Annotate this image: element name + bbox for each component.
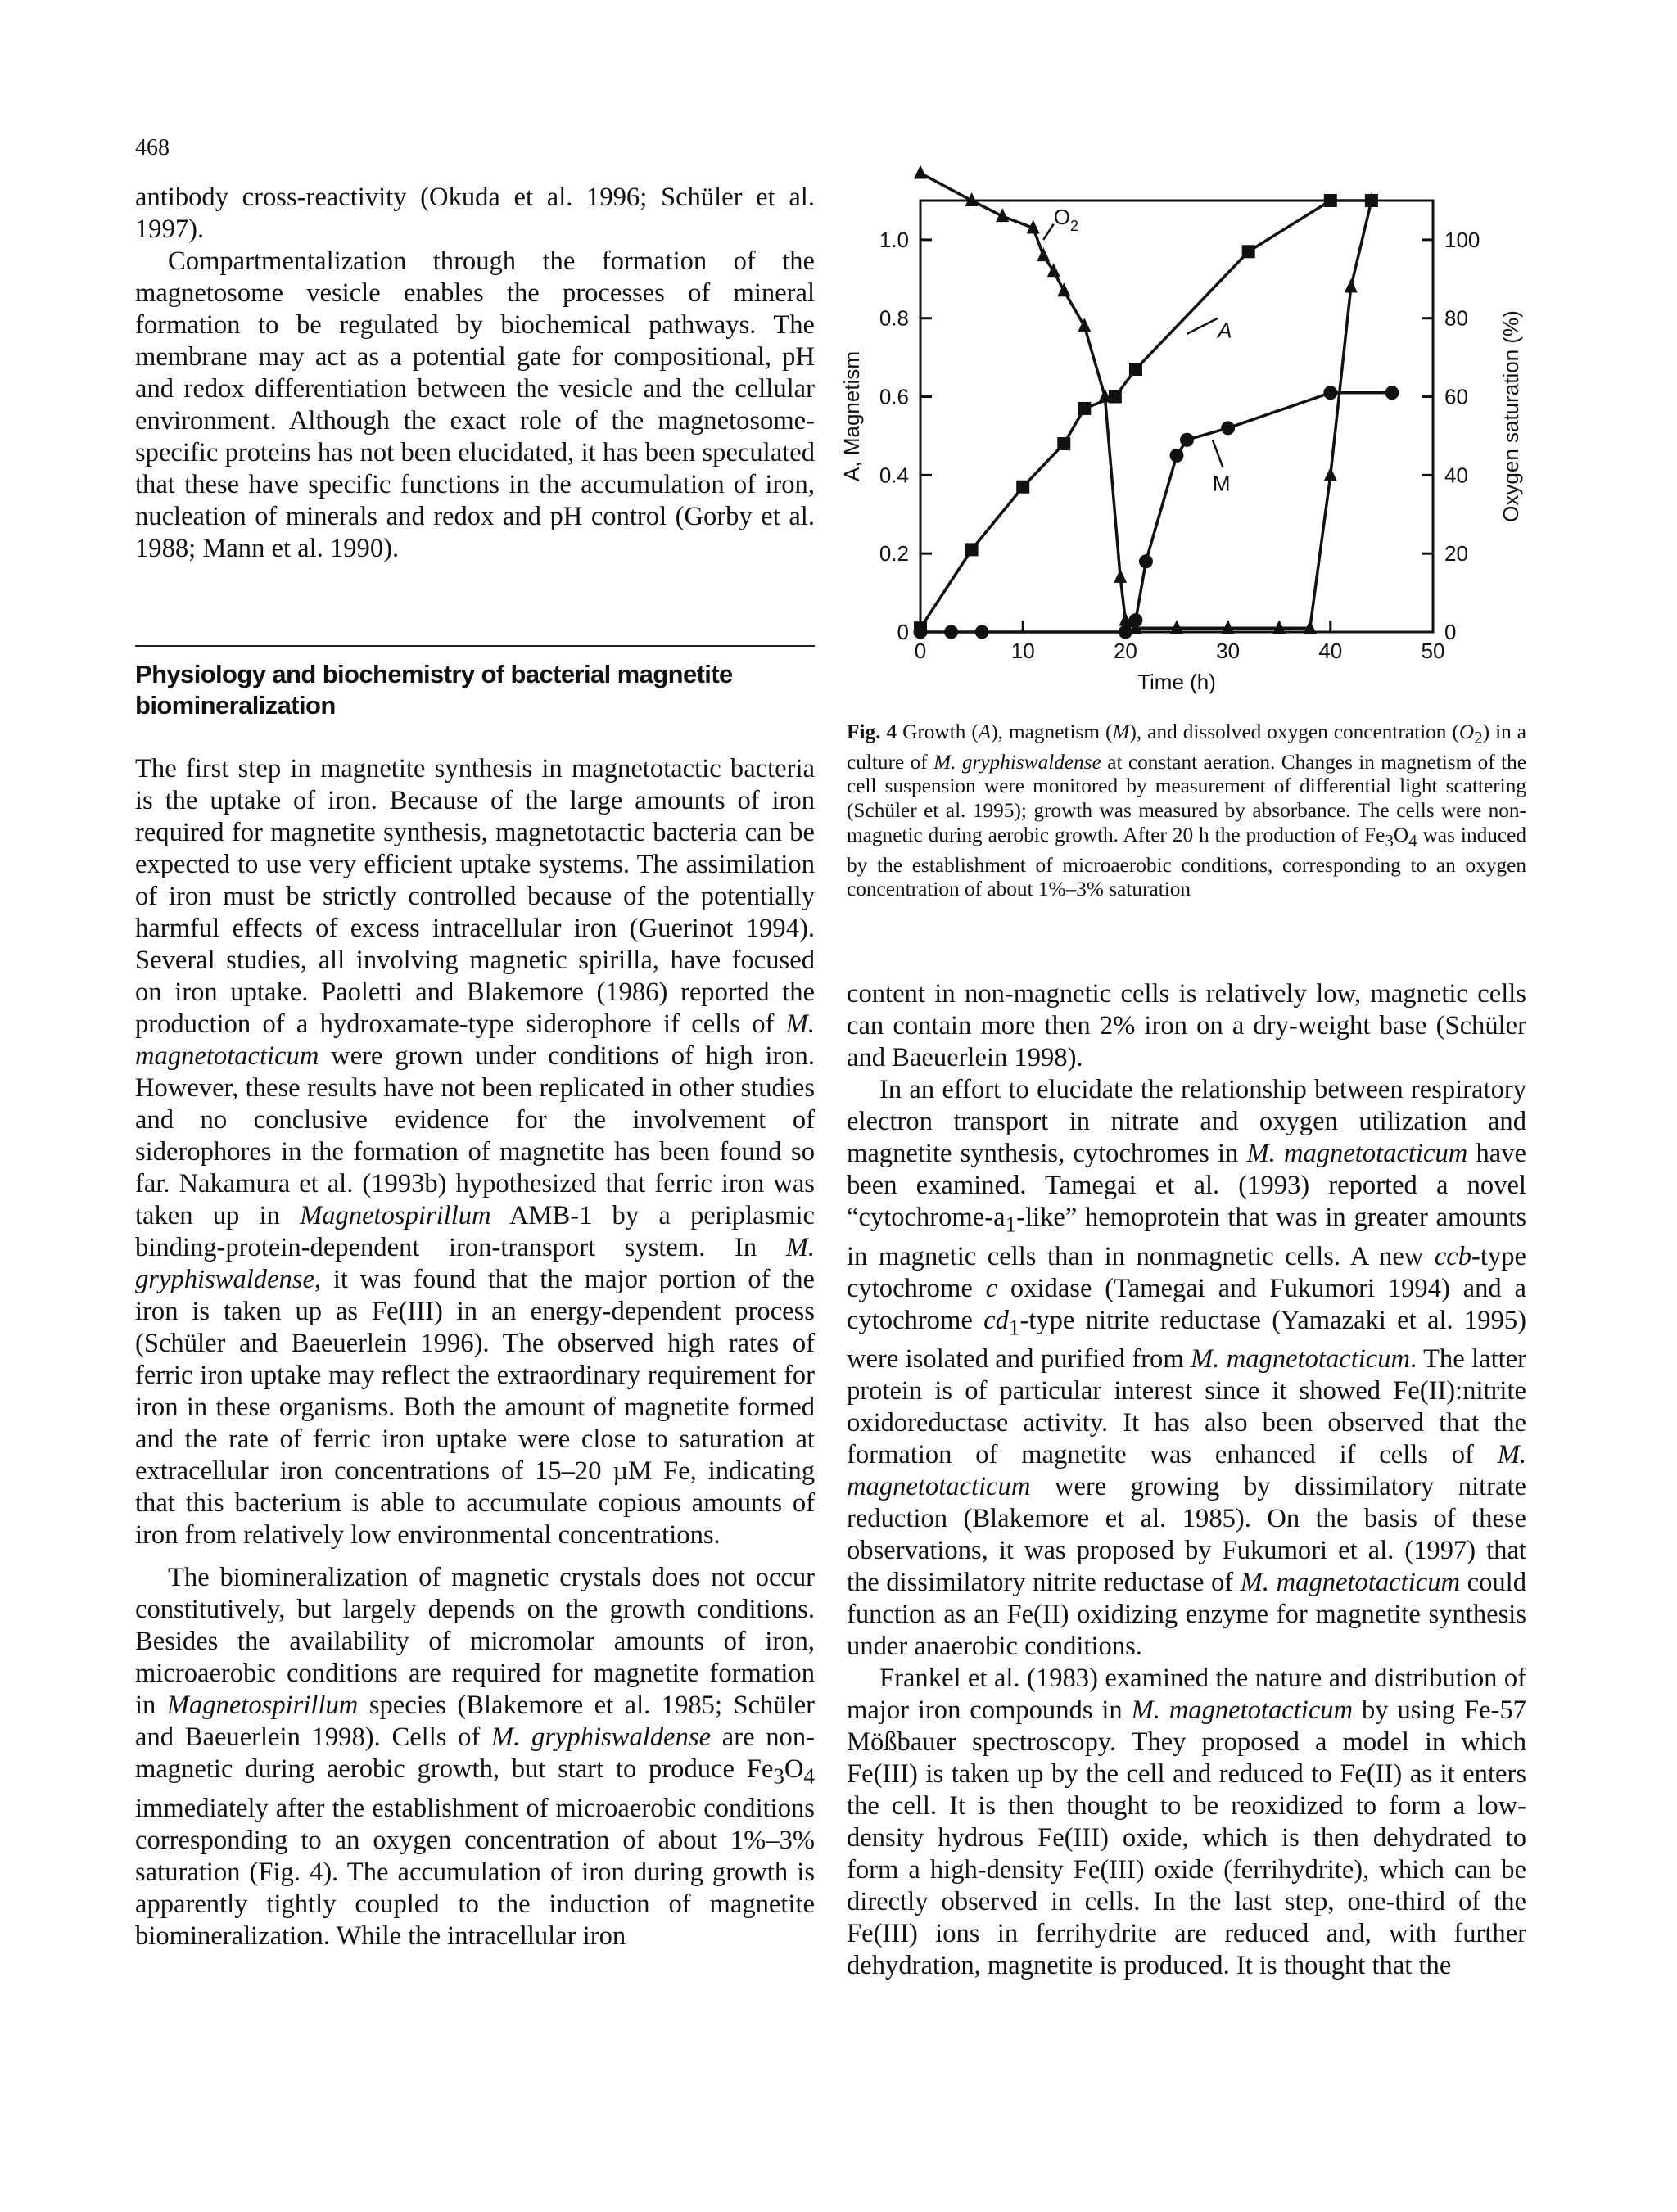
data-point-circle (1323, 386, 1337, 400)
annotation-a: A (1218, 318, 1232, 343)
y-tick-label: 0.2 (879, 541, 909, 567)
y-tick-label: 0 (897, 620, 909, 644)
data-point-triangle (1345, 278, 1358, 292)
paragraph: In an effort to elucidate the relationship between respiratory electron transport in nitrate and oxygen utilization and magnetite synthesis, cytochromes in M. magnetotacticum have been examined. Tamegai et al. (1993) reported a novel “$cytochrome-a_1$-like” hemoprotein that was in greater amounts in magnetic cells than in nonmagnetic cells. A new ccb-type cytochrome c oxidase (Tamegai and Fukumori 1994) and a cytochrome $cd_1$-type nitrite reductase (Yamazaki et al. 1995) were isolated and purified from M. magnetotacticum. The latter protein is of particular interest since it showed Fe(II):nitrite oxidoreductase activity. It has also been observed that the formation of magnetite was enhanced if cells of M. magnetotacticum were growing by dissimilatory nitrate reduction (Blakemore et al. 1985). On the basis of these observations, it was proposed by Fukumori et al. (1997) that the dissimilatory nitrite reductase of M. magnetotacticum could function as an Fe(II) oxidizing enzyme for magnetite synthesis under anaerobic conditions. (847, 1075, 1526, 1662)
annotation-m: M (1212, 471, 1231, 496)
data-point-square (1242, 245, 1255, 258)
y2-tick-label: 100 (1444, 227, 1480, 252)
data-point-circle (944, 625, 958, 639)
y-tick-label: 0.4 (879, 463, 909, 488)
x-tick-label: 10 (1010, 639, 1035, 663)
data-point-triangle (1324, 467, 1337, 481)
paragraph: The biomineralization of magnetic crystals does not occur constitutively, but largely depends on the growth conditions. Besides the availability of micromolar amounts of iron, microaerobic conditions are required for magnetite formation in Magnetospirillum species (Blakemore et al. 1985; Schüler and Baeuerlein 1998). Cells of M. gryphiswaldense are non-magnetic during aerobic growth, but start to produce $Fe_3O_4$ immediately after the establishment of microaerobic conditions corresponding to an oxygen concentration of about 1%–3% saturation (Fig. 4). The accumulation of iron during growth is apparently tightly coupled to the induction of magnetite biomineralization. While the intracellular iron (135, 1563, 815, 1951)
x-tick-label: 50 (1421, 639, 1445, 663)
right-text-column (847, 978, 1526, 1982)
data-point-square (1057, 437, 1070, 450)
y2-tick-label: 40 (1444, 463, 1468, 488)
x-tick-label: 20 (1113, 639, 1137, 663)
data-point-triangle (914, 165, 927, 178)
left-text-column (135, 182, 815, 565)
y2-tick-label: 80 (1444, 305, 1468, 331)
annotation-o2: $O_2$ (1053, 205, 1079, 235)
y-tick-label: 0.8 (879, 305, 909, 331)
figure-caption: Fig. 4 Growth (A), magnetism (M), and dissolved oxygen concentration $(O_2)$ in a culture of M. gryphiswaldense at constant aeration. Changes in magnetism of the cell suspension were monitored by measurement of differential light scattering (Schüler et al. 1995); growth was measured by absorbance. The cells were non-magnetic during aerobic growth. After 20 h the production of $Fe_3O_4$ was induced by the establishment of microaerobic conditions, corresponding to an oxygen concentration of about 1%–3% saturation (847, 720, 1526, 901)
figure-label: Fig. 4 (847, 720, 897, 743)
x-tick-label: 30 (1216, 639, 1241, 663)
paragraph: Compartmentalization through the formation of the magnetosome vesicle enables the processes of mineral formation to be regulated by biochemical pathways. The membrane may act as a potential gate for compositional, pH and redox differentiation between the vesicle and the cellular environment. Although the exact role of the magnetosome-specific proteins has not been elucidated, it has been speculated that these have specific functions in the accumulation of iron, nucleation of minerals and redox and pH control (Gorby et al. 1988; Mann et al. 1990). (135, 246, 815, 563)
y-axis-label: A, Magnetism (839, 351, 864, 481)
x-tick-label: 0 (914, 639, 927, 663)
data-point-square (1129, 363, 1142, 376)
y-tick-label: 1.0 (879, 227, 909, 252)
paragraph: content in non-magnetic cells is relatively low, magnetic cells can contain more then 2% iron on a dry-weight base (Schüler and Baeuerlein 1998). (847, 979, 1526, 1072)
data-point-triangle (1037, 247, 1050, 261)
annotation-o2-leader (1043, 224, 1054, 240)
data-point-circle (1180, 433, 1194, 447)
y2-axis-label: Oxygen saturation (%) (1498, 310, 1523, 522)
section-heading: Physiology and biochemistry of bacterial magnetite biomineralization (135, 660, 733, 720)
annotation-o2-subscript: 2 (1069, 218, 1079, 235)
paragraph: Frankel et al. (1983) examined the nature and distribution of major iron compounds in M. magnetotacticum by using Fe-57 Mößbauer spectroscopy. They proposed a model in which Fe(III) is taken up by the cell and reduced to Fe(II) as it enters the cell. It is then thought to be reoxidized to form a low-density hydrous Fe(III) oxide, which is then dehydrated to form a high-density Fe(III) oxide (ferrihydrite), which can be directly observed in cells. In the last step, one-third of the Fe(III) ions in ferrihydrite are reduced and, with further dehydration, magnetite is produced. It is thought that the (847, 1664, 1526, 1981)
annotation-m-leader (1213, 440, 1223, 467)
page-number: 468 (135, 135, 170, 160)
data-point-circle (1385, 386, 1399, 400)
annotation-a-leader (1187, 318, 1218, 334)
section-divider (135, 645, 815, 647)
data-point-triangle (1114, 569, 1127, 583)
paragraph: antibody cross-reactivity (Okuda et al. 1996; Schüler et al. 1997). (135, 183, 815, 244)
data-point-circle (1170, 449, 1184, 463)
y2-tick-label: 0 (1444, 620, 1457, 644)
growth-magnetism-oxygen-chart (839, 180, 1535, 720)
paragraph: The first step in magnetite synthesis in magnetotactic bacteria is the uptake of iron. Because of the large amounts of iron required for magnetite synthesis, magnetotactic bacteria can be expected to use very efficient uptake systems. The assimilation of iron must be strictly controlled because of the potentially harmful effects of excess intracellular iron (Guerinot 1994). Several studies, all involving magnetic spirilla, have focused on iron uptake. Paoletti and Blakemore (1986) reported the production of a hydroxamate-type siderophore if cells of M. magnetotacticum were grown under conditions of high iron. However, these results have not been replicated in other studies and no conclusive evidence for the involvement of siderophores in the formation of magnetite has been found so far. Nakamura et al. (1993b) hypothesized that ferric iron was taken up in Magnetospirillum AMB-1 by a periplasmic binding-protein-dependent iron-transport system. In M. gryphiswaldense, it was found that the major portion of the iron is taken up as Fe(III) in an energy-dependent process (Schüler and Baeuerlein 1996). The observed high rates of ferric iron uptake may reflect the extraordinary requirement for iron in these organisms. Both the amount of magnetite formed and the rate of ferric iron uptake were close to saturation at extracellular iron concentrations of 15–20 µM Fe, indicating that this bacterium is able to accumulate copious amounts of iron from relatively low environmental concentrations. (135, 754, 815, 1550)
data-point-square (1016, 481, 1029, 494)
x-tick-label: 40 (1318, 639, 1343, 663)
left-text-column-continued (135, 753, 815, 1952)
x-axis-label: Time (h) (1137, 670, 1216, 694)
series-line-m (920, 393, 1392, 632)
figure-4-chart (839, 180, 1535, 720)
y2-tick-label: 20 (1444, 541, 1468, 567)
y2-tick-label: 60 (1444, 384, 1468, 409)
data-point-circle (975, 625, 989, 639)
data-point-circle (1139, 554, 1153, 568)
data-point-square (1078, 402, 1091, 415)
y-tick-label: 0.6 (879, 384, 909, 409)
data-point-square (965, 543, 979, 556)
data-point-circle (1221, 421, 1235, 435)
data-point-circle (914, 625, 928, 639)
data-point-square (1324, 194, 1337, 207)
